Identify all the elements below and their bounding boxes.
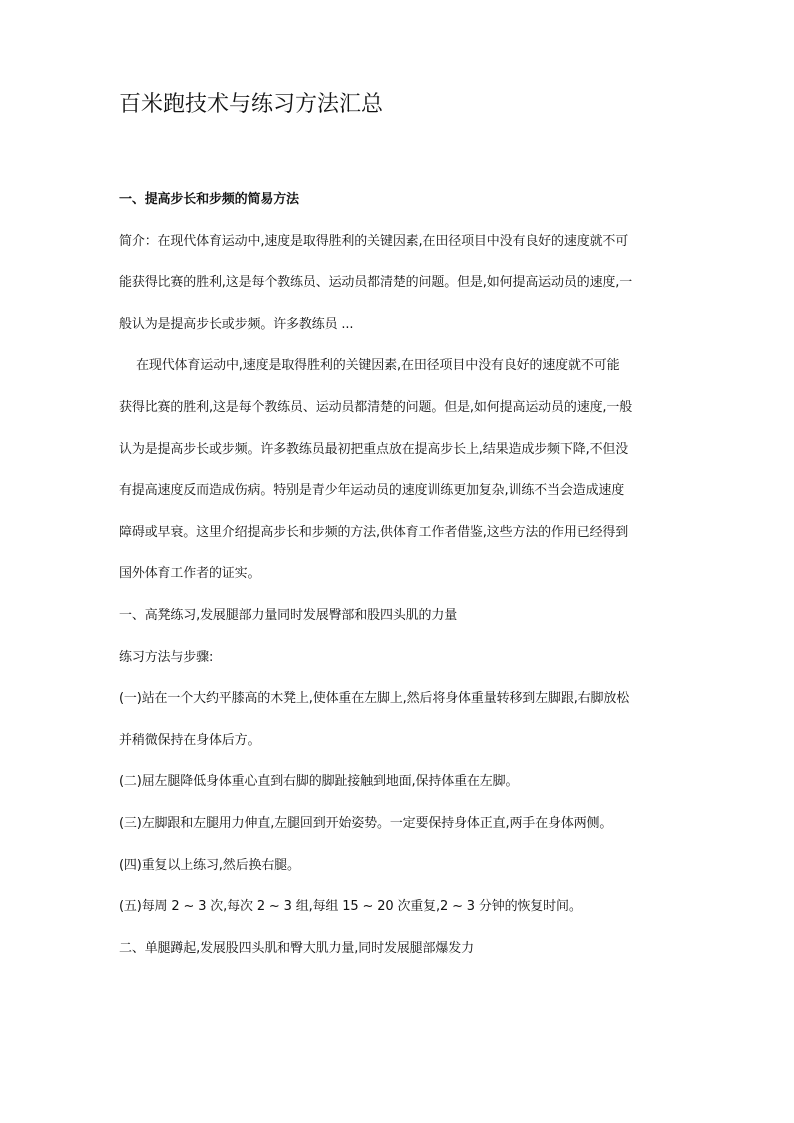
paragraph-line: (一)站在一个大约平膝高的木凳上,使体重在左脚上,然后将身体重量转移到左脚跟,右脚放松 <box>119 691 630 706</box>
paragraph-line: 认为是提高步长或步频。许多教练员最初把重点放在提高步长上,结果造成步频下降,不但没 <box>119 442 629 457</box>
paragraph-line: 在现代体育运动中,速度是取得胜利的关键因素,在田径项目中没有良好的速度就不可能 <box>136 358 620 373</box>
paragraph-line: 练习方法与步骤: <box>119 650 214 665</box>
paragraph-line: 能获得比赛的胜利,这是每个教练员、运动员都清楚的问题。但是,如何提高运动员的速度,一 <box>119 275 633 290</box>
paragraph-line: (三)左脚跟和左腿用力伸直,左腿回到开始姿势。一定要保持身体正直,两手在身体两侧。 <box>119 816 613 831</box>
paragraph-line: (四)重复以上练习,然后换右腿。 <box>119 858 300 873</box>
paragraph-line: (五)每周 2 ~ 3 次,每次 2 ~ 3 组,每组 15 ~ 20 次重复,2 ~ 3 分钟的恢复时间。 <box>119 899 582 914</box>
paragraph-line: 并稍微保持在身体后方。 <box>119 733 261 748</box>
document-title: 百米跑技术与练习方法汇总 <box>119 92 384 117</box>
paragraph-line: 国外体育工作者的证实。 <box>119 566 261 581</box>
paragraph-line: 障碍或早衰。这里介绍提高步长和步频的方法,供体育工作者借鉴,这些方法的作用已经得到 <box>119 525 629 540</box>
paragraph-line: 有提高速度反而造成伤病。特别是青少年运动员的速度训练更加复杂,训练不当会造成速度 <box>119 483 625 498</box>
subsection-heading: 二、单腿蹲起,发展股四头肌和臀大肌力量,同时发展腿部爆发力 <box>119 941 474 956</box>
paragraph-line: (二)屈左腿降低身体重心直到右脚的脚趾接触到地面,保持体重在左脚。 <box>119 774 519 789</box>
section-heading: 一、提高步长和步频的简易方法 <box>119 192 299 207</box>
paragraph-line: 获得比赛的胜利,这是每个教练员、运动员都清楚的问题。但是,如何提高运动员的速度,一般 <box>119 400 633 415</box>
subsection-heading: 一、高凳练习,发展腿部力量同时发展臀部和股四头肌的力量 <box>119 608 458 623</box>
paragraph-line: 简介：在现代体育运动中,速度是取得胜利的关键因素,在田径项目中没有良好的速度就不可 <box>119 234 629 249</box>
paragraph-line: 般认为是提高步长或步频。许多教练员 ... <box>119 317 354 332</box>
